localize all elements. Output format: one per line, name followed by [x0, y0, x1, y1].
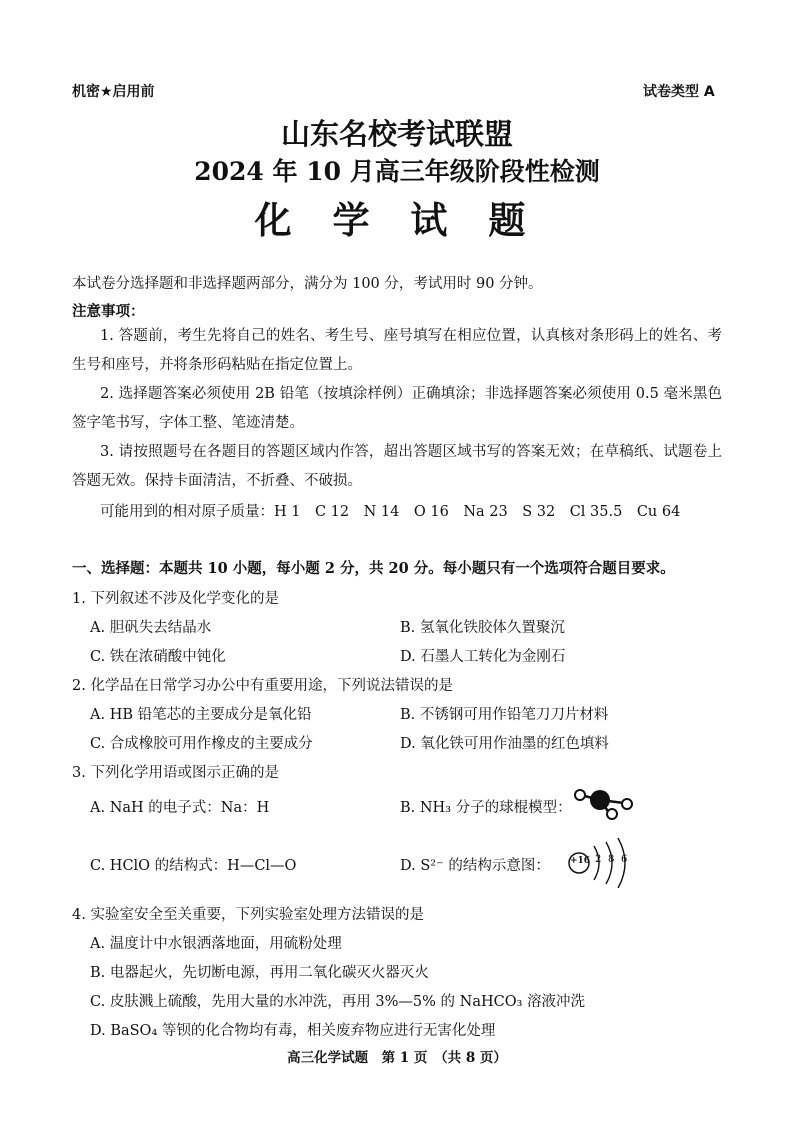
question-4-option-d: D. BaSO₄ 等钡的化合物均有毒，相关废弃物应进行无害化处理: [90, 1023, 496, 1039]
question-1-option-c: C. 铁在浓硝酸中钝化: [90, 649, 226, 665]
paper-type-label: 试卷类型 A: [643, 84, 715, 100]
notice-item-1: 1. 答题前，考生先将自己的姓名、考生号、座号填写在相应位置，认真核对条形码上的姓名、考生号和座号，并将条形码粘贴在指定位置上。: [72, 328, 722, 373]
page-footer: 高三化学试题 第 1 页 （共 8 页）: [287, 1050, 507, 1066]
shell-3-electrons: 6: [621, 854, 628, 865]
question-3-option-a: A. NaH 的电子式：Na：H: [90, 800, 270, 816]
question-2-stem: 2. 化学品在日常学习办公中有重要用途，下列说法错误的是: [72, 678, 453, 694]
question-2-option-c: C. 合成橡胶可用作橡皮的主要成分: [90, 736, 313, 752]
nh3-ball-stick-model-icon: [572, 786, 638, 820]
question-4-option-b: B. 电器起火，先切断电源，再用二氧化碳灭火器灭火: [90, 965, 429, 981]
confidential-label: 机密★启用前: [72, 84, 155, 100]
exam-name-title: 2024 年 10 月高三年级阶段性检测: [194, 157, 600, 186]
question-3-option-b: B. NH₃ 分子的球棍模型：: [400, 800, 572, 816]
question-2-option-a: A. HB 铅笔芯的主要成分是氧化铅: [90, 707, 312, 723]
sulfide-ion-structure-diagram-icon: [566, 834, 636, 888]
subject-title: 化 学 试 题: [254, 198, 540, 242]
question-3-stem: 3. 下列化学用语或图示正确的是: [72, 765, 279, 781]
question-1-option-a: A. 胆矾失去结晶水: [90, 620, 212, 636]
shell-1-electrons: 2: [595, 854, 602, 865]
sulfur-nucleus-label: +16: [570, 856, 591, 866]
atomic-masses: 可能用到的相对原子质量：H 1 C 12 N 14 O 16 Na 23 S 32 Cl 35.5 Cu 64: [100, 504, 681, 520]
question-3-option-c: C. HClO 的结构式：H—Cl—O: [90, 858, 297, 874]
question-2-option-d: D. 氧化铁可用作油墨的红色填料: [400, 736, 609, 752]
question-1-option-d: D. 石墨人工转化为金刚石: [400, 649, 566, 665]
question-4-option-c: C. 皮肤溅上硫酸，先用大量的水冲洗，再用 3%—5% 的 NaHCO₃ 溶液冲洗: [90, 994, 586, 1010]
question-4-stem: 4. 实验室安全至关重要，下列实验室处理方法错误的是: [72, 907, 424, 923]
question-1-stem: 1. 下列叙述不涉及化学变化的是: [72, 591, 279, 607]
notice-item-3: 3. 请按照题号在各题目的答题区域内作答，超出答题区域书写的答案无效；在草稿纸、试题卷上答题无效。保持卡面清洁，不折叠、不破损。: [72, 444, 722, 489]
exam-organizer-title: 山东名校考试联盟: [280, 117, 513, 151]
notice-heading: 注意事项：: [72, 303, 145, 320]
question-1-option-b: B. 氢氧化铁胶体久置聚沉: [400, 620, 565, 636]
question-3-option-d: D. S²⁻ 的结构示意图：: [400, 858, 550, 874]
notice-item-2: 2. 选择题答案必须使用 2B 铅笔（按填涂样例）正确填涂；非选择题答案必须使用 0.5 毫米黑色签字笔书写，字体工整、笔迹清楚。: [72, 386, 722, 431]
question-4-option-a: A. 温度计中水银洒落地面，用硫粉处理: [90, 936, 342, 952]
question-2-option-b: B. 不锈钢可用作铅笔刀刀片材料: [400, 707, 609, 723]
shell-2-electrons: 8: [608, 854, 615, 865]
intro-text: 本试卷分选择题和非选择题两部分，满分为 100 分，考试用时 90 分钟。: [72, 276, 543, 292]
section-1-heading: 一、选择题：本题共 10 小题，每小题 2 分，共 20 分。每小题只有一个选项符合题目要求。: [72, 560, 675, 577]
